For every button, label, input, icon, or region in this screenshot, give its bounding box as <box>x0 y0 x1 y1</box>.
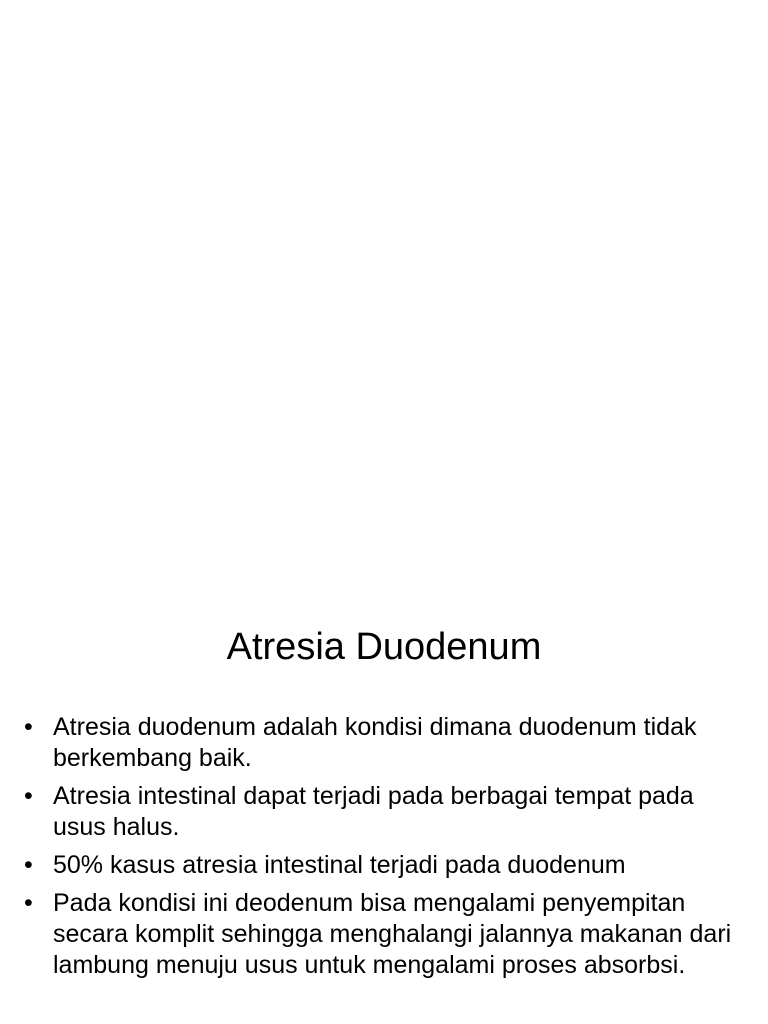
bullet-dot-icon: • <box>24 889 33 917</box>
bullet-item <box>20 781 750 843</box>
bullet-list <box>20 712 750 988</box>
bullet-item <box>20 712 750 774</box>
slide-title: Atresia Duodenum <box>226 626 542 668</box>
bullet-text: 50% kasus atresia intestinal terjadi pada duodenum <box>53 851 626 879</box>
bullet-text: Atresia intestinal dapat terjadi pada berbagai tempat pada usus halus. <box>53 782 694 841</box>
bullet-text: Pada kondisi ini deodenum bisa mengalami penyempitan secara komplit sehingga menghalangi jalannya makanan dari lambung menuju usus untuk mengalami proses absorbsi. <box>53 889 732 979</box>
bullet-dot-icon: • <box>24 713 33 741</box>
bullet-text: Atresia duodenum adalah kondisi dimana duodenum tidak berkembang baik. <box>53 713 697 772</box>
bullet-item <box>20 888 750 981</box>
bullet-item <box>20 850 750 881</box>
bullet-dot-icon: • <box>24 851 33 879</box>
bullet-dot-icon: • <box>24 782 33 810</box>
